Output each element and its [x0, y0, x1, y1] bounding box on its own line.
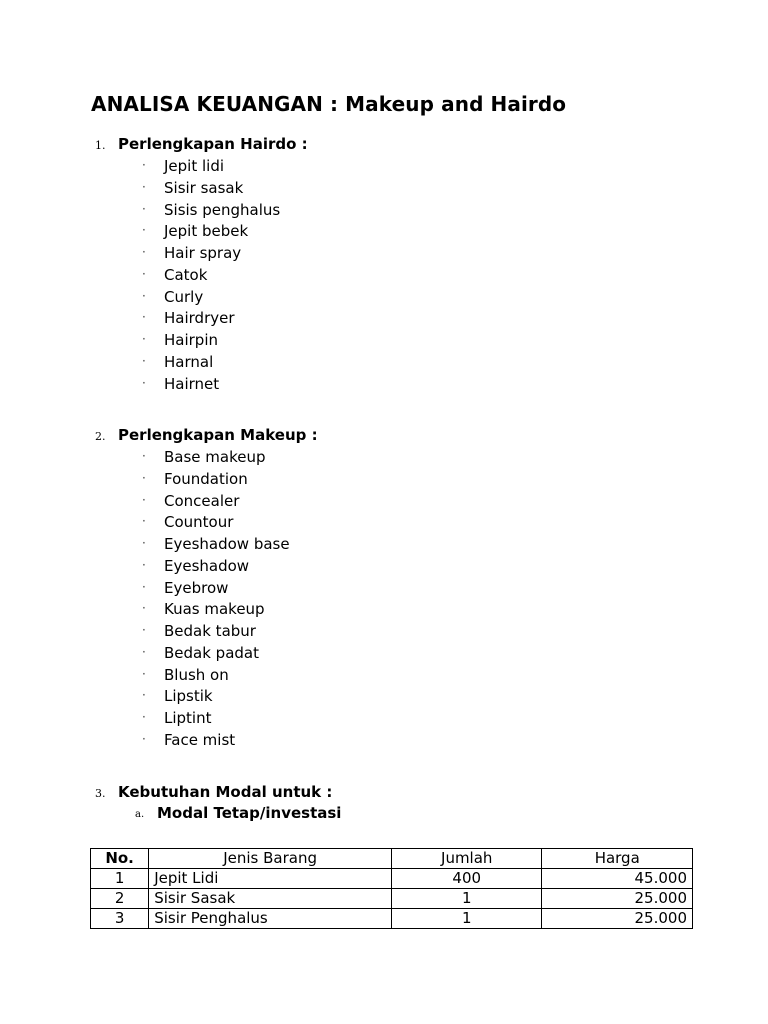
section-number: 3. [95, 787, 106, 800]
subsection-letter: a. [135, 809, 145, 820]
bullet-icon: · [142, 536, 146, 550]
list-item [0, 579, 400, 601]
subsection-heading [0, 804, 768, 826]
list-item-label: Liptint [164, 709, 212, 727]
list-item [0, 513, 400, 535]
table-header-row [91, 849, 693, 869]
list-item [0, 375, 400, 397]
list-item [0, 157, 400, 179]
section-number: 2. [95, 430, 106, 443]
list-item-label: Bedak padat [164, 643, 259, 662]
list-item [0, 492, 400, 514]
bullet-icon: · [142, 179, 146, 194]
bullet-icon: · [142, 579, 146, 594]
list-item-label: Hairnet [164, 374, 220, 393]
header-jumlah: Jumlah [391, 849, 542, 869]
cell-jumlah: 1 [391, 909, 542, 929]
list-item-label: Kuas makeup [164, 600, 265, 619]
list-item-label: Hairdryer [164, 309, 235, 328]
list-item-label: Lipstik [164, 687, 213, 706]
list-item [0, 201, 400, 223]
cell-harga: 25.000 [542, 889, 693, 909]
list-item-label: Sisir sasak [164, 178, 244, 197]
list-item-label: Eyeshadow base [164, 535, 290, 553]
bullet-icon: · [142, 688, 146, 703]
bullet-icon: · [142, 710, 146, 724]
section-heading [0, 783, 768, 805]
list-item-label: Face mist [164, 730, 236, 749]
bullet-icon: · [142, 470, 146, 485]
list-item [0, 331, 400, 353]
section-number: 1. [95, 139, 106, 152]
cell-jumlah: 1 [391, 889, 542, 909]
list-item-label: Eyeshadow [164, 556, 250, 575]
list-item [0, 266, 400, 288]
section-label: Perlengkapan Hairdo : [118, 135, 308, 153]
list-item [0, 622, 400, 644]
list-item-label: Base makeup [164, 448, 266, 466]
header-jenis-barang: Jenis Barang [149, 849, 392, 869]
list-item [0, 535, 400, 557]
bullet-icon: · [142, 449, 146, 463]
list-item [0, 288, 400, 310]
hairdo-item-list [0, 157, 400, 396]
bullet-icon: · [142, 375, 146, 390]
bullet-icon: · [142, 514, 146, 529]
subsection-label: Modal Tetap/investasi [157, 804, 342, 822]
list-item [0, 666, 400, 688]
bullet-icon: · [142, 731, 146, 746]
bullet-icon: · [142, 158, 146, 172]
bullet-icon: · [142, 245, 146, 259]
table-row [91, 909, 693, 929]
list-item-label: Curly [164, 287, 204, 306]
cell-no: 1 [91, 869, 149, 889]
bullet-icon: · [142, 623, 146, 637]
list-item [0, 470, 400, 492]
list-item [0, 244, 400, 266]
makeup-item-list [0, 448, 400, 753]
bullet-icon: · [142, 266, 146, 281]
bullet-icon: · [142, 201, 146, 216]
list-item-label: Blush on [164, 665, 229, 684]
section-label: Kebutuhan Modal untuk : [118, 783, 333, 801]
bullet-icon: · [142, 492, 146, 507]
header-harga: Harga [542, 849, 693, 869]
table-row [91, 889, 693, 909]
list-item [0, 600, 400, 622]
list-item [0, 687, 400, 709]
list-item-label: Jepit bebek [164, 222, 249, 241]
bullet-icon: · [142, 666, 146, 681]
list-item-label: Jepit lidi [164, 157, 225, 175]
list-item [0, 448, 400, 470]
bullet-icon: · [142, 557, 146, 572]
table-row [91, 869, 693, 889]
cell-jenis-barang: Jepit Lidi [149, 869, 392, 889]
list-item-label: Eyebrow [164, 578, 229, 597]
header-no: No. [91, 849, 149, 869]
document-title: ANALISA KEUANGAN : Makeup and Hairdo [91, 92, 567, 116]
cell-jenis-barang: Sisir Sasak [149, 889, 392, 909]
list-item-label: Hairpin [164, 331, 219, 349]
section-heading [0, 135, 768, 157]
list-item [0, 731, 400, 753]
cell-no: 3 [91, 909, 149, 929]
bullet-icon: · [142, 332, 146, 346]
section-label: Perlengkapan Makeup : [118, 426, 318, 444]
list-item-label: Bedak tabur [164, 622, 256, 640]
cell-jenis-barang: Sisir Penghalus [149, 909, 392, 929]
cell-harga: 45.000 [542, 869, 693, 889]
bullet-icon: · [142, 601, 146, 616]
bullet-icon: · [142, 288, 146, 303]
bullet-icon: · [142, 353, 146, 368]
list-item-label: Countour [164, 513, 234, 532]
list-item-label: Hair spray [164, 244, 242, 262]
modal-table [90, 848, 693, 929]
list-item [0, 709, 400, 731]
cell-harga: 25.000 [542, 909, 693, 929]
list-item-label: Catok [164, 265, 208, 284]
cell-jumlah: 400 [391, 869, 542, 889]
cell-no: 2 [91, 889, 149, 909]
list-item-label: Harnal [164, 352, 214, 371]
list-item [0, 222, 400, 244]
bullet-icon: · [142, 310, 146, 325]
bullet-icon: · [142, 644, 146, 659]
bullet-icon: · [142, 223, 146, 238]
list-item-label: Foundation [164, 469, 248, 488]
list-item [0, 179, 400, 201]
list-item [0, 644, 400, 666]
list-item-label: Concealer [164, 491, 240, 510]
list-item [0, 557, 400, 579]
section-heading [0, 426, 768, 448]
list-item [0, 353, 400, 375]
list-item-label: Sisis penghalus [164, 200, 281, 219]
list-item [0, 309, 400, 331]
